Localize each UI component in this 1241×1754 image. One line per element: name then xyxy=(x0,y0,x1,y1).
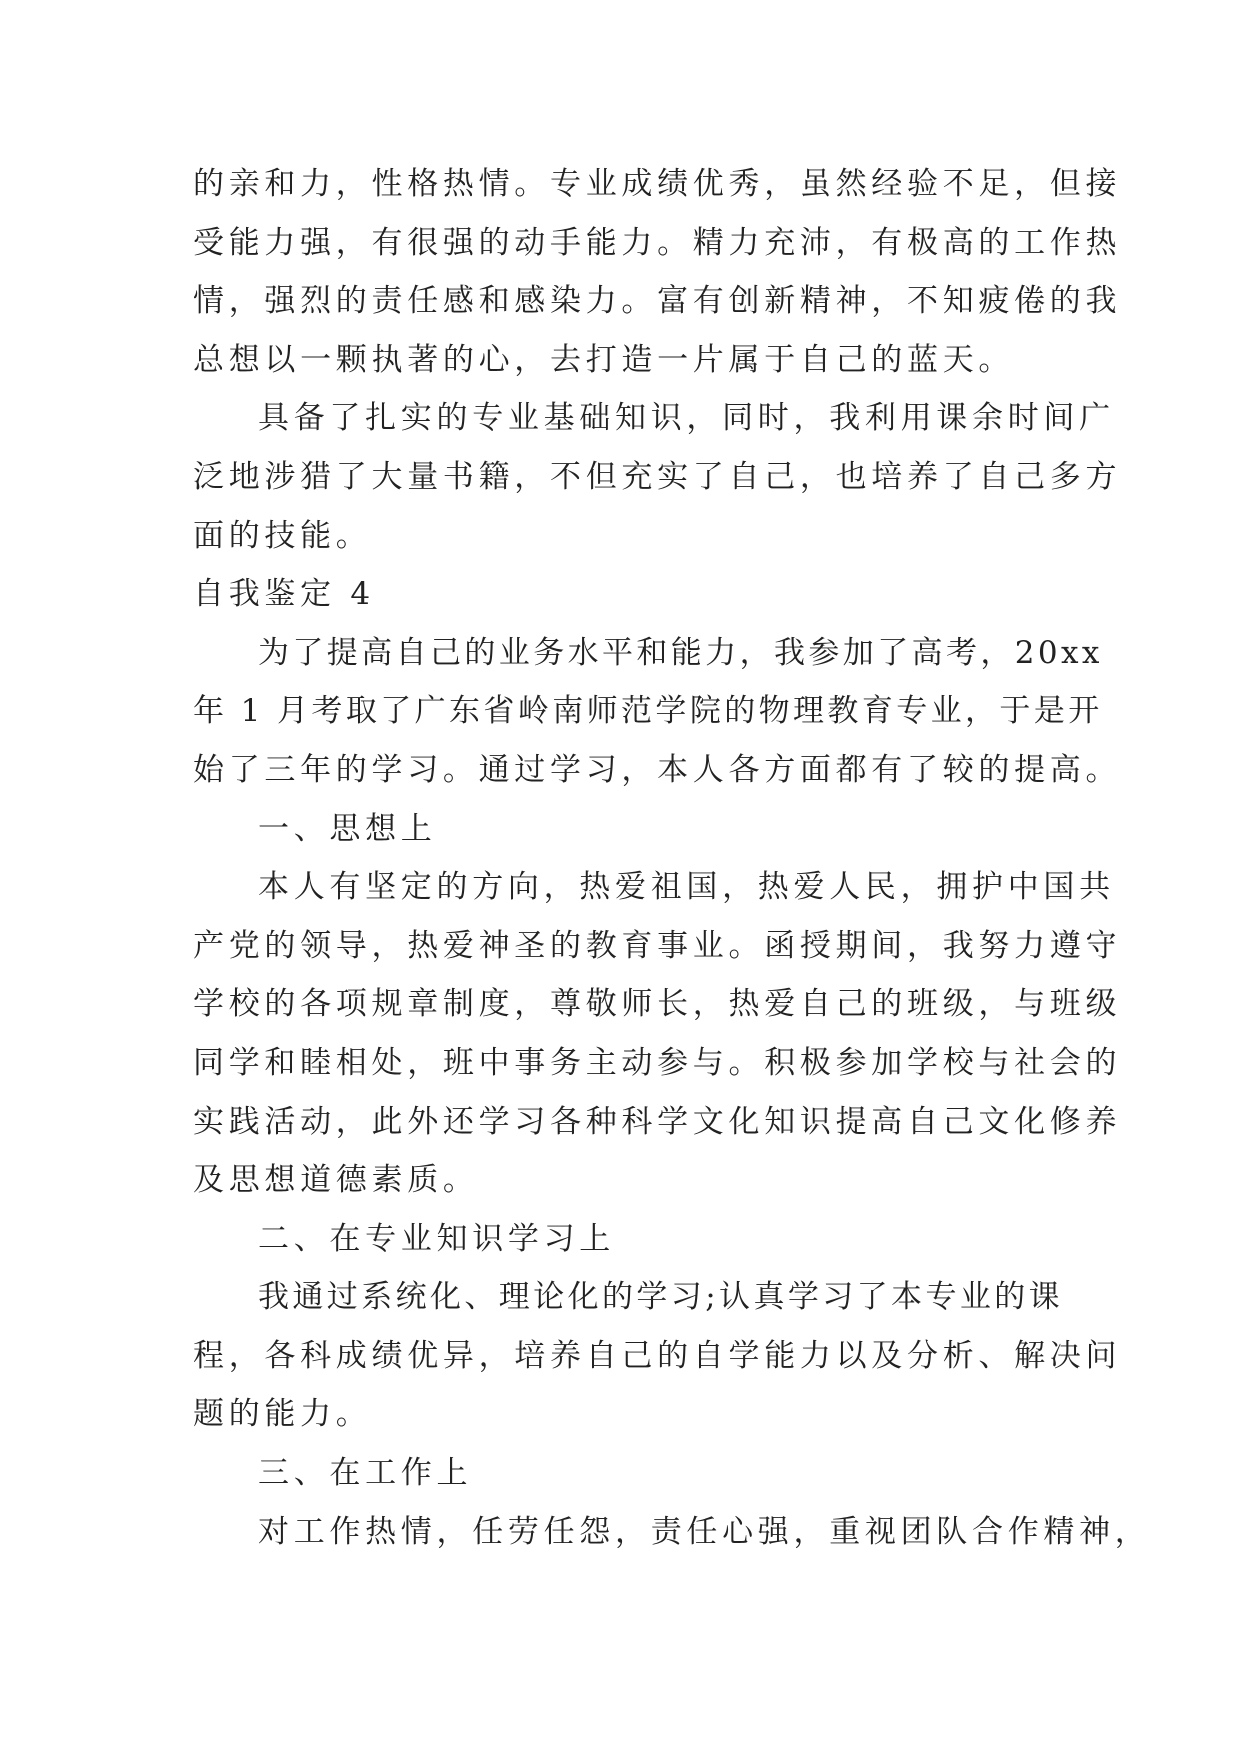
paragraph-line: 程，各科成绩优异，培养自己的自学能力以及分析、解决问 xyxy=(193,1337,1122,1374)
paragraph-line: 学校的各项规章制度，尊敬师长，热爱自己的班级，与班级 xyxy=(193,986,1122,1023)
subsection-heading: 二、在专业知识学习上 xyxy=(258,1220,615,1257)
paragraph-line: 对工作热情，任劳任怨，责任心强，重视团队合作精神， xyxy=(258,1513,1151,1550)
section-heading: 自我鉴定 4 xyxy=(193,576,375,613)
paragraph-line: 实践活动，此外还学习各种科学文化知识提高自己文化修养 xyxy=(193,1103,1122,1140)
paragraph-line: 的亲和力，性格热情。专业成绩优秀，虽然经验不足，但接 xyxy=(193,166,1122,202)
paragraph-line: 总想以一颗执著的心，去打造一片属于自己的蓝天。 xyxy=(193,341,1015,378)
paragraph-line: 及思想道德素质。 xyxy=(193,1162,479,1199)
subsection-heading: 三、在工作上 xyxy=(258,1455,473,1492)
paragraph-line: 受能力强，有很强的动手能力。精力充沛，有极高的工作热 xyxy=(193,224,1122,261)
paragraph-line: 同学和睦相处，班中事务主动参与。积极参加学校与社会的 xyxy=(193,1044,1122,1081)
paragraph-line: 情，强烈的责任感和感染力。富有创新精神，不知疲倦的我 xyxy=(193,283,1122,320)
document-body xyxy=(193,155,1151,1561)
subsection-heading: 一、思想上 xyxy=(258,810,437,847)
paragraph-line: 具备了扎实的专业基础知识，同时，我利用课余时间广 xyxy=(258,400,1115,437)
paragraph-line: 泛地涉猎了大量书籍，不但充实了自己，也培养了自己多方 xyxy=(193,458,1122,495)
paragraph-line: 为了提高自己的业务水平和能力，我参加了高考，20xx xyxy=(258,634,1103,671)
paragraph-line: 产党的领导，热爱神圣的教育事业。函授期间，我努力遵守 xyxy=(193,927,1122,964)
paragraph-line: 我通过系统化、理论化的学习;认真学习了本专业的课 xyxy=(258,1279,1064,1316)
paragraph-line: 本人有坚定的方向，热爱祖国，热爱人民，拥护中国共 xyxy=(258,869,1115,906)
paragraph-line: 面的技能。 xyxy=(193,517,372,554)
paragraph-line: 始了三年的学习。通过学习，本人各方面都有了较的提高。 xyxy=(193,751,1122,788)
paragraph-line: 年 1 月考取了广东省岭南师范学院的物理教育专业，于是开 xyxy=(193,693,1103,730)
paragraph-line: 题的能力。 xyxy=(193,1396,372,1433)
